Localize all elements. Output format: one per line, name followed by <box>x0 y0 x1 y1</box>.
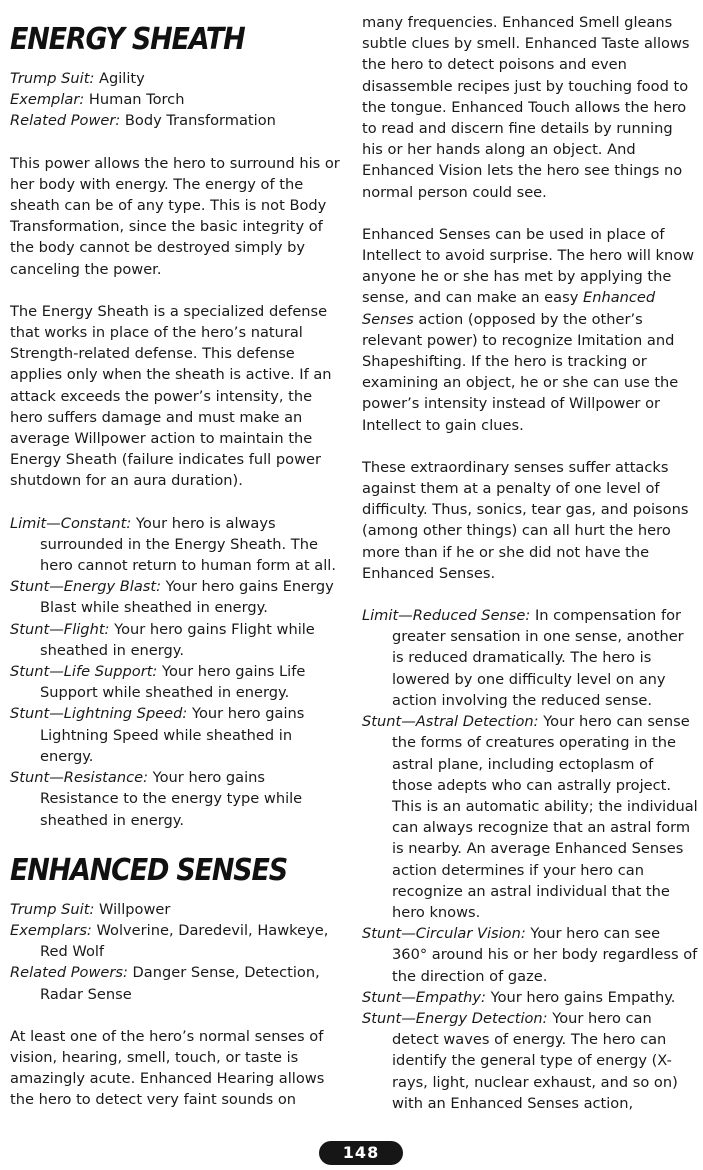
entry-stunt-lightning-speed: Stunt—Lightning Speed: Your hero gains Lightning Speed while sheathed in energy. <box>10 705 305 765</box>
entry-stunt-energy-detection: Stunt—Energy Detection: Your hero can detect waves of energy. The hero can identify the general type of energy (X-rays, light, nuclear exhaust, and so on) with an Enhanced Senses action, <box>362 1009 678 1112</box>
energy-sheath-meta <box>10 68 345 132</box>
enhanced-senses-paragraph-4: These extraordinary senses suffer attacks against them at a penalty of one level of difficulty. Thus, sonics, tear gas, and poisons (among other things) can all hurt the hero more than if he or she did not have the Enhanced Senses. <box>362 458 689 582</box>
meta-exemplar: Exemplar: Human Torch <box>10 91 185 109</box>
page-number: 148 <box>319 1141 403 1165</box>
enhanced-senses-paragraph-2: many frequencies. Enhanced Smell gleans subtle clues by smell. Enhanced Taste allows the hero to detect poisons and even disassemble recipes just by touching food to the tongue. Enhanced Touch allows the hero to read and discern fine details by running his or her hands along an object. And Enhanced Vision lets the hero see things no normal person could see. <box>362 14 690 201</box>
enhanced-senses-paragraph-3: Enhanced Senses can be used in place of Intellect to avoid surprise. The hero will know anyone he or she has met by applying the sense, and can make an easy Enhanced Senses action (opposed by the other’s relevant power) to recognize Imitation and Shapeshifting. If the hero is tracking or examining an object, he or she can use the power’s intensity instead of Willpower or Intellect to gain clues. <box>362 225 695 434</box>
entry-stunt-resistance: Stunt—Resistance: Your hero gains Resistance to the energy type while sheathed in energy. <box>10 769 303 829</box>
enhanced-senses-title: ENHANCED SENSES <box>10 852 288 888</box>
enhanced-senses-meta <box>10 899 345 1005</box>
energy-sheath-title: ENERGY SHEATH <box>10 22 245 57</box>
energy-sheath-paragraph-2: The Energy Sheath is a specialized defense that works in place of the hero’s natural Strength-related defense. This defense applies only when the sheath is active. If an attack exceeds the power’s intensity, the hero suffers damage and must make an average Willpower action to maintain the Energy Sheath (failure indicates full power shutdown for an aura duration). <box>10 302 332 490</box>
meta-related-powers: Related Powers: Danger Sense, Detection, Radar Sense <box>10 964 320 1003</box>
entry-limit-constant: Limit—Constant: Your hero is always surrounded in the Energy Sheath. The hero cannot return to human form at all. <box>10 514 336 575</box>
entry-stunt-astral-detection: Stunt—Astral Detection: Your hero can sense the forms of creatures operating in the astral plane, including ectoplasm of those adepts who can astrally project. This is an automatic ability; the individual can always recognize that an astral form is nearby. An average Enhanced Senses action determines if your hero can recognize an astral individual that the hero knows. <box>362 713 698 921</box>
entry-stunt-circular-vision: Stunt—Circular Vision: Your hero can see 360° around his or her body regardless of the direction of gaze. <box>362 925 698 985</box>
entry-stunt-life-support: Stunt—Life Support: Your hero gains Life Support while sheathed in energy. <box>10 663 306 702</box>
entry-stunt-flight: Stunt—Flight: Your hero gains Flight while sheathed in energy. <box>10 620 315 659</box>
meta-exemplars: Exemplars: Wolverine, Daredevil, Hawkeye, Red Wolf <box>10 921 329 961</box>
meta-trump-suit-2: Trump Suit: Willpower <box>10 900 171 918</box>
meta-trump-suit: Trump Suit: Agility <box>10 70 145 87</box>
meta-related-power: Related Power: Body Transformation <box>10 112 276 130</box>
energy-sheath-paragraph-1: This power allows the hero to surround his or her body with energy. The energy of the sheath can be of any type. This is not Body Transformation, since the basic integrity of the body cannot be destroyed simply by canceling the power. <box>10 154 340 278</box>
enhanced-senses-limits-stunts <box>362 605 698 1114</box>
entry-stunt-empathy: Stunt—Empathy: Your hero gains Empathy. <box>362 988 676 1006</box>
right-column <box>362 12 698 1114</box>
energy-sheath-limits-stunts <box>10 513 345 831</box>
entry-limit-reduced-sense: Limit—Reduced Sense: In compensation for greater sensation in one sense, another is reduced dramatically. The hero is lowered by one difficulty level on any action involving the reduced sense. <box>362 607 684 709</box>
enhanced-senses-paragraph-1: At least one of the hero’s normal senses of vision, hearing, smell, touch, or taste is amazingly acute. Enhanced Hearing allows the hero to detect very faint sounds on <box>10 1027 325 1109</box>
left-column <box>10 0 345 1111</box>
entry-stunt-energy-blast: Stunt—Energy Blast: Your hero gains Energy Blast while sheathed in energy. <box>10 578 334 617</box>
